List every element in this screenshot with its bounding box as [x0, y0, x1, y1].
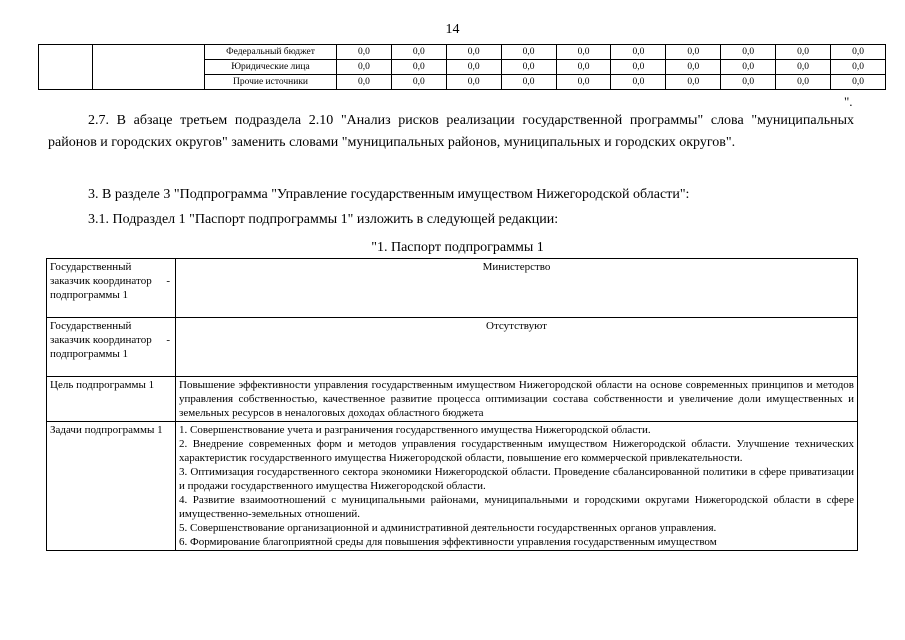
value-cell: 0,0 — [721, 75, 776, 90]
task-item: 1. Совершенствование учета и разграничения государственного имущества Нижегородской области. — [179, 424, 651, 436]
value-cell: 0,0 — [556, 75, 611, 90]
value-cell: 0,0 — [337, 45, 392, 60]
row-label: Задачи подпрограммы 1 — [47, 422, 176, 551]
value-cell: 0,0 — [831, 75, 886, 90]
funding-table — [38, 44, 886, 90]
row-label-cell — [47, 259, 176, 318]
value-cell: 0,0 — [666, 75, 721, 90]
task-item: 2. Внедрение современных форм и методов управления государственным имуществом Нижегородской области. Улучшение технических характеристик государственного имущества Нижегородской области, повышение его коммерческой привлекательности. — [179, 438, 854, 464]
page-number: 14 — [445, 22, 460, 37]
paragraph-3-1: 3.1. Подраздел 1 "Паспорт подпрограммы 1" изложить в следующей редакции: — [88, 212, 559, 227]
value-cell: 0,0 — [776, 45, 831, 60]
table-row — [47, 377, 858, 422]
value-cell: 0,0 — [501, 45, 556, 60]
value-cell: 0,0 — [611, 60, 666, 75]
task-item: 4. Развитие взаимоотношений с муниципальными районами, муниципальными и городскими округами Нижегородской области в сфере имущественно-земельных отношений. — [179, 494, 854, 520]
value-cell: 0,0 — [776, 60, 831, 75]
row-label-cell — [47, 318, 176, 377]
row-label: Прочие источники — [205, 75, 337, 90]
value-cell: 0,0 — [556, 45, 611, 60]
row-label: Федеральный бюджет — [205, 45, 337, 60]
paragraph-3: 3. В разделе 3 "Подпрограмма "Управление государственным имуществом Нижегородской области": — [88, 187, 690, 202]
value-cell: 0,0 — [337, 75, 392, 90]
passport-caption: "1. Паспорт подпрограммы 1 — [371, 240, 544, 255]
value-cell: 0,0 — [501, 75, 556, 90]
value-cell: 0,0 — [446, 45, 501, 60]
task-item: 3. Оптимизация государственного сектора экономики Нижегородской области. Проведение сбалансированной политики в сфере приватизации и продажи государственного имущества Нижегородской области. — [179, 466, 854, 492]
value-cell: 0,0 — [831, 45, 886, 60]
value-cell: 0,0 — [446, 75, 501, 90]
value-cell: 0,0 — [721, 45, 776, 60]
empty-cell — [93, 45, 205, 90]
row-label: Государственный заказчик координатор подпрограммы 1 — [50, 320, 152, 360]
task-item: 5. Совершенствование организационной и административной деятельности государственных органов управления. — [179, 522, 717, 534]
dash-mark: - — [166, 334, 170, 346]
closing-quote: ". — [844, 94, 853, 109]
tasks-cell — [176, 422, 858, 551]
value-cell: 0,0 — [391, 75, 446, 90]
value-cell: 0,0 — [831, 60, 886, 75]
value-cell: 0,0 — [556, 60, 611, 75]
paragraph-2-7: 2.7. В абзаце третьем подраздела 2.10 "Анализ рисков реализации государственной программы" слова "муниципальных районов и городских округов" заменить словами "муниципальных районов, муниципальных и городских округов". — [48, 113, 854, 150]
task-item: 6. Формирование благоприятной среды для повышения эффективности управления государственным имуществом — [179, 536, 717, 548]
table-row — [47, 422, 858, 551]
participants-value: Отсутствуют — [176, 318, 858, 377]
table-row — [47, 259, 858, 318]
passport-table — [46, 258, 858, 551]
value-cell: 0,0 — [611, 45, 666, 60]
row-label: Государственный заказчик координатор подпрограммы 1 — [50, 261, 152, 301]
dash-mark: - — [166, 275, 170, 287]
goal-value: Повышение эффективности управления государственным имуществом Нижегородской области на основе современных принципов и методов управления собственностью, качественное развитие процесса оптимизации состава собственности и увеличение доли имущественных и земельных ресурсов в неналоговых доходах областного бюджета — [176, 377, 858, 422]
value-cell: 0,0 — [391, 45, 446, 60]
value-cell: 0,0 — [501, 60, 556, 75]
value-cell: 0,0 — [666, 45, 721, 60]
empty-cell — [39, 45, 93, 90]
coordinator-value: Министерство — [176, 259, 858, 318]
row-label: Цель подпрограммы 1 — [47, 377, 176, 422]
value-cell: 0,0 — [391, 60, 446, 75]
table-row — [47, 318, 858, 377]
value-cell: 0,0 — [776, 75, 831, 90]
value-cell: 0,0 — [611, 75, 666, 90]
value-cell: 0,0 — [446, 60, 501, 75]
value-cell: 0,0 — [666, 60, 721, 75]
value-cell: 0,0 — [337, 60, 392, 75]
value-cell: 0,0 — [721, 60, 776, 75]
table-row — [39, 45, 886, 60]
row-label: Юридические лица — [205, 60, 337, 75]
